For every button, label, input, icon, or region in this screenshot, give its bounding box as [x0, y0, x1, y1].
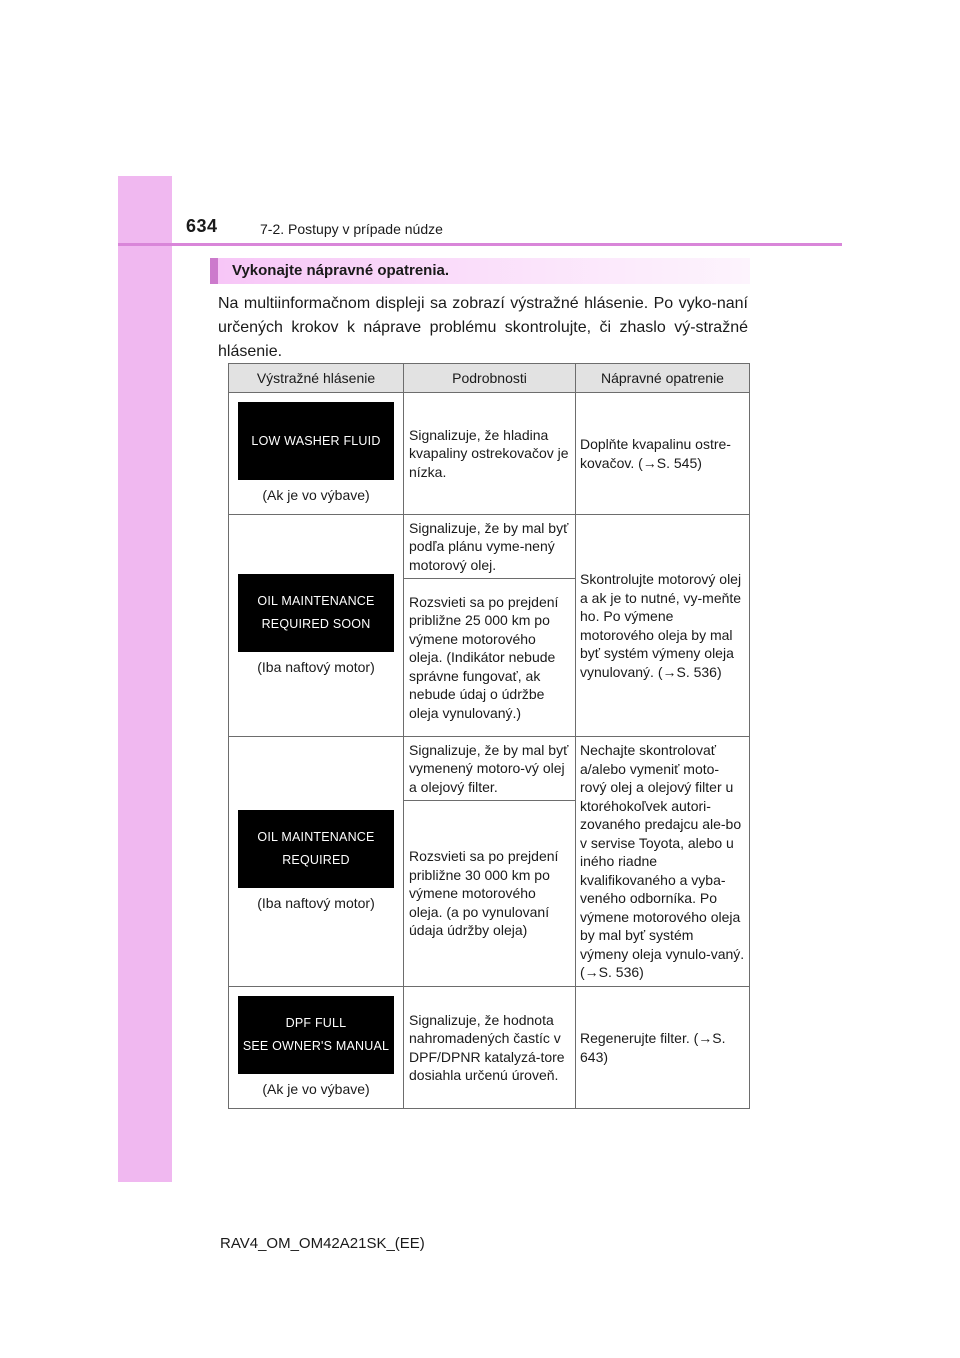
display-text: DPF FULL	[285, 1016, 347, 1031]
display-text: REQUIRED SOON	[261, 617, 371, 632]
warning-display	[238, 402, 394, 480]
header-divider	[118, 243, 842, 246]
availability-note: (Ak je vo výbave)	[262, 1081, 370, 1098]
availability-note: (Iba naftový motor)	[257, 659, 375, 676]
display-text: OIL MAINTENANCE	[257, 594, 375, 609]
warning-cell	[229, 987, 404, 1109]
display-text: LOW WASHER FLUID	[251, 433, 381, 448]
display-text: REQUIRED	[282, 853, 350, 868]
section-title: Vykonajte nápravné opatrenia.	[232, 262, 450, 279]
warning-display	[238, 996, 394, 1074]
action-cell: Nechajte skontrolovať a/alebo vymeniť moto-rový olej a olejový filter u ktoréhokoľvek autori-zovaného predajcu ale-bo v servise Toyota, alebo u iného riadne kvalifikovaného a vyba-veného odborníka. Po výmene motorového oleja by mal byť systém výmeny oleja vynulo-vaný. (→S. 536)	[576, 737, 750, 987]
display-text: OIL MAINTENANCE	[257, 830, 375, 845]
warning-messages-table	[228, 363, 750, 1109]
warning-cell	[229, 515, 404, 737]
details-cell: Rozsvieti sa po prejdení približne 30 000 km po výmene motorového oleja. (a po vynulovaní údaja údržby oleja)	[404, 801, 576, 987]
table-row	[229, 987, 750, 1109]
table-header-row	[229, 364, 750, 393]
action-cell: Regenerujte filter. (→S. 643)	[576, 987, 750, 1109]
chapter-sidebar-tab	[118, 176, 172, 1182]
chapter-title: 7-2. Postupy v prípade núdze	[260, 221, 443, 237]
details-cell: Rozsvieti sa po prejdení približne 25 000 km po výmene motorového oleja. (Indikátor nebude správne fungovať, ak nebude údaj o údržbe oleja vynulovaný.)	[404, 579, 576, 737]
warning-cell	[229, 393, 404, 515]
page-number: 634	[186, 216, 218, 236]
table-row	[229, 515, 750, 579]
warning-display	[238, 574, 394, 652]
details-cell: Signalizuje, že by mal byť vymenený motoro-vý olej a olejový filter.	[404, 737, 576, 801]
action-cell: Skontrolujte motorový olej a ak je to nutné, vy-meňte ho. Po výmene motorového oleja by mal byť systém výmeny oleja vynulovaný. (→S. 536)	[576, 515, 750, 737]
column-header: Nápravné opatrenie	[576, 364, 750, 393]
table-row	[229, 737, 750, 801]
column-header: Podrobnosti	[404, 364, 576, 393]
details-cell: Signalizuje, že hodnota nahromadených častíc v DPF/DPNR katalyzá-tore dosiahla určenú úroveň.	[404, 987, 576, 1109]
column-header: Výstražné hlásenie	[229, 364, 404, 393]
intro-paragraph: Na multiinformačnom displeji sa zobrazí výstražné hlásenie. Po vyko-naní určených krokov k náprave problému skontrolujte, či zhaslo vý-stražné hlásenie.	[218, 295, 748, 360]
table-row	[229, 393, 750, 515]
availability-note: (Ak je vo výbave)	[262, 487, 370, 504]
details-cell: Signalizuje, že hladina kvapaliny ostrekovačov je nízka.	[404, 393, 576, 515]
display-text: SEE OWNER'S MANUAL	[242, 1039, 390, 1054]
action-cell: Doplňte kvapalinu ostre-kovačov. (→S. 545)	[576, 393, 750, 515]
availability-note: (Iba naftový motor)	[257, 895, 375, 912]
document-code: RAV4_OM_OM42A21SK_(EE)	[220, 1235, 425, 1252]
section-banner	[210, 258, 750, 284]
details-cell: Signalizuje, že by mal byť podľa plánu vyme-nený motorový olej.	[404, 515, 576, 579]
warning-cell	[229, 737, 404, 987]
warning-display	[238, 810, 394, 888]
